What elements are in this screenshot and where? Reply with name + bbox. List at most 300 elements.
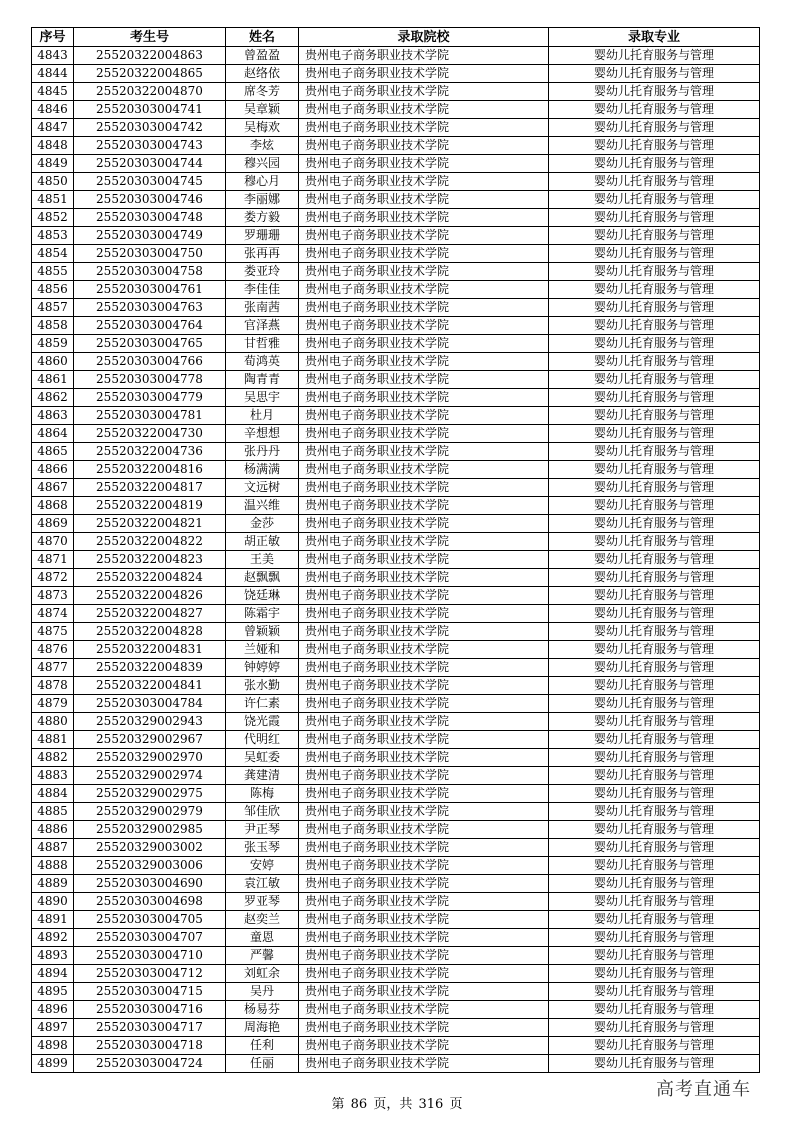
cell-index: 4890 — [32, 893, 74, 911]
cell-index: 4860 — [32, 353, 74, 371]
table-row — [32, 191, 760, 209]
cell-index: 4876 — [32, 641, 74, 659]
table-body — [32, 47, 760, 1073]
header-exam-id: 考生号 — [74, 28, 226, 47]
table-row — [32, 929, 760, 947]
cell-major: 婴幼儿托育服务与管理 — [549, 119, 760, 137]
cell-major: 婴幼儿托育服务与管理 — [549, 911, 760, 929]
table-row — [32, 767, 760, 785]
cell-exam-id: 25520303004712 — [74, 965, 226, 983]
cell-school: 贵州电子商务职业技术学院 — [299, 353, 549, 371]
cell-school: 贵州电子商务职业技术学院 — [299, 713, 549, 731]
cell-exam-id: 25520303004763 — [74, 299, 226, 317]
cell-exam-id: 25520329002943 — [74, 713, 226, 731]
cell-school: 贵州电子商务职业技术学院 — [299, 857, 549, 875]
cell-index: 4853 — [32, 227, 74, 245]
cell-exam-id: 25520329002979 — [74, 803, 226, 821]
cell-exam-id: 25520303004716 — [74, 1001, 226, 1019]
cell-school: 贵州电子商务职业技术学院 — [299, 695, 549, 713]
table-row — [32, 1037, 760, 1055]
cell-name: 金莎 — [226, 515, 299, 533]
cell-exam-id: 25520303004705 — [74, 911, 226, 929]
cell-index: 4892 — [32, 929, 74, 947]
cell-school: 贵州电子商务职业技术学院 — [299, 605, 549, 623]
cell-index: 4867 — [32, 479, 74, 497]
cell-index: 4857 — [32, 299, 74, 317]
cell-name: 兰娅和 — [226, 641, 299, 659]
cell-name: 杨满满 — [226, 461, 299, 479]
cell-major: 婴幼儿托育服务与管理 — [549, 1019, 760, 1037]
cell-major: 婴幼儿托育服务与管理 — [549, 623, 760, 641]
cell-school: 贵州电子商务职业技术学院 — [299, 461, 549, 479]
cell-school: 贵州电子商务职业技术学院 — [299, 965, 549, 983]
cell-major: 婴幼儿托育服务与管理 — [549, 497, 760, 515]
table-row — [32, 1001, 760, 1019]
cell-major: 婴幼儿托育服务与管理 — [549, 785, 760, 803]
cell-name: 钟婷婷 — [226, 659, 299, 677]
cell-name: 杨易芬 — [226, 1001, 299, 1019]
table-row — [32, 821, 760, 839]
table-row — [32, 281, 760, 299]
table-row — [32, 569, 760, 587]
cell-school: 贵州电子商务职业技术学院 — [299, 299, 549, 317]
cell-school: 贵州电子商务职业技术学院 — [299, 569, 549, 587]
cell-name: 曾盈盈 — [226, 47, 299, 65]
cell-name: 罗珊珊 — [226, 227, 299, 245]
cell-index: 4882 — [32, 749, 74, 767]
header-school: 录取院校 — [299, 28, 549, 47]
cell-exam-id: 25520322004817 — [74, 479, 226, 497]
cell-major: 婴幼儿托育服务与管理 — [549, 695, 760, 713]
table-row — [32, 155, 760, 173]
cell-major: 婴幼儿托育服务与管理 — [549, 641, 760, 659]
cell-school: 贵州电子商务职业技术学院 — [299, 173, 549, 191]
cell-exam-id: 25520322004821 — [74, 515, 226, 533]
cell-index: 4843 — [32, 47, 74, 65]
cell-exam-id: 25520303004781 — [74, 407, 226, 425]
cell-school: 贵州电子商务职业技术学院 — [299, 425, 549, 443]
cell-major: 婴幼儿托育服务与管理 — [549, 1055, 760, 1073]
cell-index: 4855 — [32, 263, 74, 281]
cell-exam-id: 25520303004748 — [74, 209, 226, 227]
cell-name: 李丽娜 — [226, 191, 299, 209]
cell-exam-id: 25520322004841 — [74, 677, 226, 695]
cell-major: 婴幼儿托育服务与管理 — [549, 731, 760, 749]
cell-major: 婴幼儿托育服务与管理 — [549, 713, 760, 731]
cell-index: 4862 — [32, 389, 74, 407]
cell-major: 婴幼儿托育服务与管理 — [549, 101, 760, 119]
cell-school: 贵州电子商务职业技术学院 — [299, 551, 549, 569]
cell-major: 婴幼儿托育服务与管理 — [549, 551, 760, 569]
cell-exam-id: 25520303004749 — [74, 227, 226, 245]
cell-school: 贵州电子商务职业技术学院 — [299, 983, 549, 1001]
cell-name: 胡正敏 — [226, 533, 299, 551]
cell-name: 严馨 — [226, 947, 299, 965]
table-row — [32, 875, 760, 893]
cell-index: 4847 — [32, 119, 74, 137]
cell-name: 刘虹余 — [226, 965, 299, 983]
cell-major: 婴幼儿托育服务与管理 — [549, 857, 760, 875]
cell-name: 娄方毅 — [226, 209, 299, 227]
cell-exam-id: 25520329002985 — [74, 821, 226, 839]
header-index: 序号 — [32, 28, 74, 47]
cell-exam-id: 25520322004823 — [74, 551, 226, 569]
cell-index: 4893 — [32, 947, 74, 965]
cell-major: 婴幼儿托育服务与管理 — [549, 947, 760, 965]
table-row — [32, 749, 760, 767]
cell-exam-id: 25520303004710 — [74, 947, 226, 965]
cell-index: 4844 — [32, 65, 74, 83]
table-row — [32, 641, 760, 659]
cell-name: 吴虹委 — [226, 749, 299, 767]
cell-exam-id: 25520322004865 — [74, 65, 226, 83]
cell-major: 婴幼儿托育服务与管理 — [549, 1037, 760, 1055]
table-row — [32, 533, 760, 551]
cell-index: 4888 — [32, 857, 74, 875]
cell-major: 婴幼儿托育服务与管理 — [549, 677, 760, 695]
cell-name: 陈霜宇 — [226, 605, 299, 623]
cell-exam-id: 25520303004707 — [74, 929, 226, 947]
cell-name: 任丽 — [226, 1055, 299, 1073]
table-row — [32, 461, 760, 479]
cell-major: 婴幼儿托育服务与管理 — [549, 335, 760, 353]
cell-exam-id: 25520303004758 — [74, 263, 226, 281]
cell-index: 4868 — [32, 497, 74, 515]
cell-index: 4877 — [32, 659, 74, 677]
cell-index: 4895 — [32, 983, 74, 1001]
footer-mid: 页，共 — [373, 1097, 413, 1112]
cell-major: 婴幼儿托育服务与管理 — [549, 173, 760, 191]
cell-name: 赵飘飘 — [226, 569, 299, 587]
cell-index: 4889 — [32, 875, 74, 893]
cell-school: 贵州电子商务职业技术学院 — [299, 839, 549, 857]
cell-exam-id: 25520322004816 — [74, 461, 226, 479]
cell-exam-id: 25520322004870 — [74, 83, 226, 101]
cell-exam-id: 25520303004724 — [74, 1055, 226, 1073]
cell-school: 贵州电子商务职业技术学院 — [299, 155, 549, 173]
cell-school: 贵州电子商务职业技术学院 — [299, 911, 549, 929]
table-row — [32, 83, 760, 101]
cell-school: 贵州电子商务职业技术学院 — [299, 317, 549, 335]
cell-name: 吴丹 — [226, 983, 299, 1001]
cell-index: 4894 — [32, 965, 74, 983]
table-header-row — [32, 28, 760, 47]
table-row — [32, 263, 760, 281]
cell-school: 贵州电子商务职业技术学院 — [299, 929, 549, 947]
cell-major: 婴幼儿托育服务与管理 — [549, 1001, 760, 1019]
cell-index: 4869 — [32, 515, 74, 533]
table-row — [32, 227, 760, 245]
table-row — [32, 119, 760, 137]
cell-exam-id: 25520303004750 — [74, 245, 226, 263]
cell-school: 贵州电子商务职业技术学院 — [299, 749, 549, 767]
cell-major: 婴幼儿托育服务与管理 — [549, 749, 760, 767]
cell-exam-id: 25520322004819 — [74, 497, 226, 515]
cell-major: 婴幼儿托育服务与管理 — [549, 137, 760, 155]
cell-exam-id: 25520322004822 — [74, 533, 226, 551]
table-row — [32, 389, 760, 407]
cell-school: 贵州电子商务职业技术学院 — [299, 47, 549, 65]
cell-major: 婴幼儿托育服务与管理 — [549, 389, 760, 407]
cell-exam-id: 25520329002975 — [74, 785, 226, 803]
cell-school: 贵州电子商务职业技术学院 — [299, 677, 549, 695]
table-row — [32, 371, 760, 389]
cell-name: 饶光霞 — [226, 713, 299, 731]
cell-exam-id: 25520329003002 — [74, 839, 226, 857]
cell-school: 贵州电子商务职业技术学院 — [299, 137, 549, 155]
cell-exam-id: 25520329002974 — [74, 767, 226, 785]
footer-total-pages: 316 — [418, 1097, 444, 1112]
cell-school: 贵州电子商务职业技术学院 — [299, 875, 549, 893]
cell-exam-id: 25520322004730 — [74, 425, 226, 443]
cell-major: 婴幼儿托育服务与管理 — [549, 191, 760, 209]
cell-exam-id: 25520329003006 — [74, 857, 226, 875]
cell-major: 婴幼儿托育服务与管理 — [549, 929, 760, 947]
cell-index: 4880 — [32, 713, 74, 731]
cell-major: 婴幼儿托育服务与管理 — [549, 281, 760, 299]
cell-major: 婴幼儿托育服务与管理 — [549, 299, 760, 317]
cell-school: 贵州电子商务职业技术学院 — [299, 803, 549, 821]
cell-index: 4865 — [32, 443, 74, 461]
cell-exam-id: 25520303004742 — [74, 119, 226, 137]
cell-school: 贵州电子商务职业技术学院 — [299, 497, 549, 515]
cell-index: 4849 — [32, 155, 74, 173]
cell-index: 4874 — [32, 605, 74, 623]
table-row — [32, 443, 760, 461]
cell-index: 4875 — [32, 623, 74, 641]
cell-school: 贵州电子商务职业技术学院 — [299, 623, 549, 641]
cell-index: 4884 — [32, 785, 74, 803]
table-row — [32, 623, 760, 641]
cell-school: 贵州电子商务职业技术学院 — [299, 119, 549, 137]
cell-school: 贵州电子商务职业技术学院 — [299, 821, 549, 839]
cell-school: 贵州电子商务职业技术学院 — [299, 101, 549, 119]
cell-name: 龚建清 — [226, 767, 299, 785]
cell-major: 婴幼儿托育服务与管理 — [549, 803, 760, 821]
cell-school: 贵州电子商务职业技术学院 — [299, 1019, 549, 1037]
cell-major: 婴幼儿托育服务与管理 — [549, 479, 760, 497]
header-name: 姓名 — [226, 28, 299, 47]
cell-index: 4885 — [32, 803, 74, 821]
cell-name: 荀鸿英 — [226, 353, 299, 371]
cell-exam-id: 25520303004715 — [74, 983, 226, 1001]
cell-exam-id: 25520303004761 — [74, 281, 226, 299]
cell-major: 婴幼儿托育服务与管理 — [549, 587, 760, 605]
cell-school: 贵州电子商务职业技术学院 — [299, 407, 549, 425]
cell-index: 4851 — [32, 191, 74, 209]
cell-school: 贵州电子商务职业技术学院 — [299, 1001, 549, 1019]
cell-school: 贵州电子商务职业技术学院 — [299, 893, 549, 911]
cell-school: 贵州电子商务职业技术学院 — [299, 371, 549, 389]
table-row — [32, 857, 760, 875]
cell-school: 贵州电子商务职业技术学院 — [299, 191, 549, 209]
cell-index: 4883 — [32, 767, 74, 785]
table-row — [32, 317, 760, 335]
cell-exam-id: 25520303004765 — [74, 335, 226, 353]
cell-index: 4886 — [32, 821, 74, 839]
table-row — [32, 65, 760, 83]
cell-name: 安婷 — [226, 857, 299, 875]
cell-index: 4846 — [32, 101, 74, 119]
cell-major: 婴幼儿托育服务与管理 — [549, 227, 760, 245]
cell-index: 4863 — [32, 407, 74, 425]
cell-index: 4848 — [32, 137, 74, 155]
cell-index: 4850 — [32, 173, 74, 191]
cell-exam-id: 25520303004784 — [74, 695, 226, 713]
cell-exam-id: 25520303004743 — [74, 137, 226, 155]
cell-index: 4898 — [32, 1037, 74, 1055]
cell-name: 张丹丹 — [226, 443, 299, 461]
cell-major: 婴幼儿托育服务与管理 — [549, 353, 760, 371]
cell-name: 饶廷琳 — [226, 587, 299, 605]
table-row — [32, 425, 760, 443]
table-row — [32, 353, 760, 371]
cell-name: 文远树 — [226, 479, 299, 497]
table-row — [32, 911, 760, 929]
cell-name: 张南茜 — [226, 299, 299, 317]
cell-exam-id: 25520303004741 — [74, 101, 226, 119]
footer-suffix: 页 — [449, 1097, 463, 1112]
cell-name: 赵络依 — [226, 65, 299, 83]
table-row — [32, 209, 760, 227]
table-row — [32, 983, 760, 1001]
table-row — [32, 839, 760, 857]
cell-major: 婴幼儿托育服务与管理 — [549, 245, 760, 263]
table-row — [32, 587, 760, 605]
cell-major: 婴幼儿托育服务与管理 — [549, 533, 760, 551]
cell-school: 贵州电子商务职业技术学院 — [299, 515, 549, 533]
table-row — [32, 893, 760, 911]
table-row — [32, 479, 760, 497]
cell-school: 贵州电子商务职业技术学院 — [299, 659, 549, 677]
cell-name: 曾颖颖 — [226, 623, 299, 641]
cell-name: 杜月 — [226, 407, 299, 425]
cell-index: 4879 — [32, 695, 74, 713]
cell-major: 婴幼儿托育服务与管理 — [549, 569, 760, 587]
cell-exam-id: 25520322004827 — [74, 605, 226, 623]
cell-major: 婴幼儿托育服务与管理 — [549, 659, 760, 677]
cell-index: 4873 — [32, 587, 74, 605]
table-row — [32, 137, 760, 155]
table-row — [32, 299, 760, 317]
cell-exam-id: 25520303004778 — [74, 371, 226, 389]
table-row — [32, 713, 760, 731]
cell-school: 贵州电子商务职业技术学院 — [299, 1055, 549, 1073]
cell-exam-id: 25520329002970 — [74, 749, 226, 767]
table-row — [32, 407, 760, 425]
cell-school: 贵州电子商务职业技术学院 — [299, 947, 549, 965]
cell-school: 贵州电子商务职业技术学院 — [299, 83, 549, 101]
table-row — [32, 1019, 760, 1037]
cell-index: 4871 — [32, 551, 74, 569]
cell-exam-id: 25520322004828 — [74, 623, 226, 641]
cell-exam-id: 25520303004717 — [74, 1019, 226, 1037]
cell-index: 4891 — [32, 911, 74, 929]
cell-name: 袁江敏 — [226, 875, 299, 893]
cell-exam-id: 25520322004826 — [74, 587, 226, 605]
cell-index: 4864 — [32, 425, 74, 443]
table-row — [32, 785, 760, 803]
cell-major: 婴幼儿托育服务与管理 — [549, 443, 760, 461]
cell-school: 贵州电子商务职业技术学院 — [299, 767, 549, 785]
cell-major: 婴幼儿托育服务与管理 — [549, 821, 760, 839]
cell-major: 婴幼儿托育服务与管理 — [549, 83, 760, 101]
cell-index: 4870 — [32, 533, 74, 551]
header-major: 录取专业 — [549, 28, 760, 47]
cell-school: 贵州电子商务职业技术学院 — [299, 731, 549, 749]
cell-index: 4899 — [32, 1055, 74, 1073]
cell-index: 4872 — [32, 569, 74, 587]
cell-name: 罗亚琴 — [226, 893, 299, 911]
table-row — [32, 605, 760, 623]
cell-name: 娄亚玲 — [226, 263, 299, 281]
table-row — [32, 731, 760, 749]
cell-exam-id: 25520303004745 — [74, 173, 226, 191]
cell-school: 贵州电子商务职业技术学院 — [299, 785, 549, 803]
cell-name: 赵奕兰 — [226, 911, 299, 929]
cell-major: 婴幼儿托育服务与管理 — [549, 605, 760, 623]
table-row — [32, 245, 760, 263]
table-row — [32, 101, 760, 119]
cell-school: 贵州电子商务职业技术学院 — [299, 245, 549, 263]
table-row — [32, 677, 760, 695]
cell-name: 代明红 — [226, 731, 299, 749]
cell-index: 4866 — [32, 461, 74, 479]
cell-exam-id: 25520303004746 — [74, 191, 226, 209]
cell-exam-id: 25520303004744 — [74, 155, 226, 173]
cell-exam-id: 25520322004736 — [74, 443, 226, 461]
cell-index: 4856 — [32, 281, 74, 299]
table-row — [32, 965, 760, 983]
cell-major: 婴幼儿托育服务与管理 — [549, 263, 760, 281]
table-row — [32, 803, 760, 821]
cell-name: 李炫 — [226, 137, 299, 155]
cell-name: 官泽燕 — [226, 317, 299, 335]
cell-exam-id: 25520322004824 — [74, 569, 226, 587]
table-row — [32, 515, 760, 533]
cell-school: 贵州电子商务职业技术学院 — [299, 641, 549, 659]
brand-watermark: 高考直通车 — [656, 1079, 751, 1100]
footer-page-number: 86 — [350, 1097, 368, 1112]
cell-name: 张再再 — [226, 245, 299, 263]
cell-index: 4897 — [32, 1019, 74, 1037]
cell-major: 婴幼儿托育服务与管理 — [549, 965, 760, 983]
cell-name: 温兴维 — [226, 497, 299, 515]
admission-table — [31, 27, 760, 1073]
cell-school: 贵州电子商务职业技术学院 — [299, 479, 549, 497]
cell-name: 李佳佳 — [226, 281, 299, 299]
cell-name: 穆心月 — [226, 173, 299, 191]
cell-major: 婴幼儿托育服务与管理 — [549, 983, 760, 1001]
cell-exam-id: 25520303004718 — [74, 1037, 226, 1055]
cell-major: 婴幼儿托育服务与管理 — [549, 155, 760, 173]
cell-name: 甘哲雅 — [226, 335, 299, 353]
cell-name: 吴梅欢 — [226, 119, 299, 137]
cell-index: 4852 — [32, 209, 74, 227]
cell-major: 婴幼儿托育服务与管理 — [549, 875, 760, 893]
cell-major: 婴幼儿托育服务与管理 — [549, 65, 760, 83]
cell-major: 婴幼儿托育服务与管理 — [549, 425, 760, 443]
cell-major: 婴幼儿托育服务与管理 — [549, 371, 760, 389]
table-row — [32, 947, 760, 965]
cell-name: 吴思宇 — [226, 389, 299, 407]
cell-school: 贵州电子商务职业技术学院 — [299, 533, 549, 551]
cell-school: 贵州电子商务职业技术学院 — [299, 1037, 549, 1055]
cell-index: 4887 — [32, 839, 74, 857]
cell-name: 辛想想 — [226, 425, 299, 443]
cell-index: 4896 — [32, 1001, 74, 1019]
cell-major: 婴幼儿托育服务与管理 — [549, 839, 760, 857]
